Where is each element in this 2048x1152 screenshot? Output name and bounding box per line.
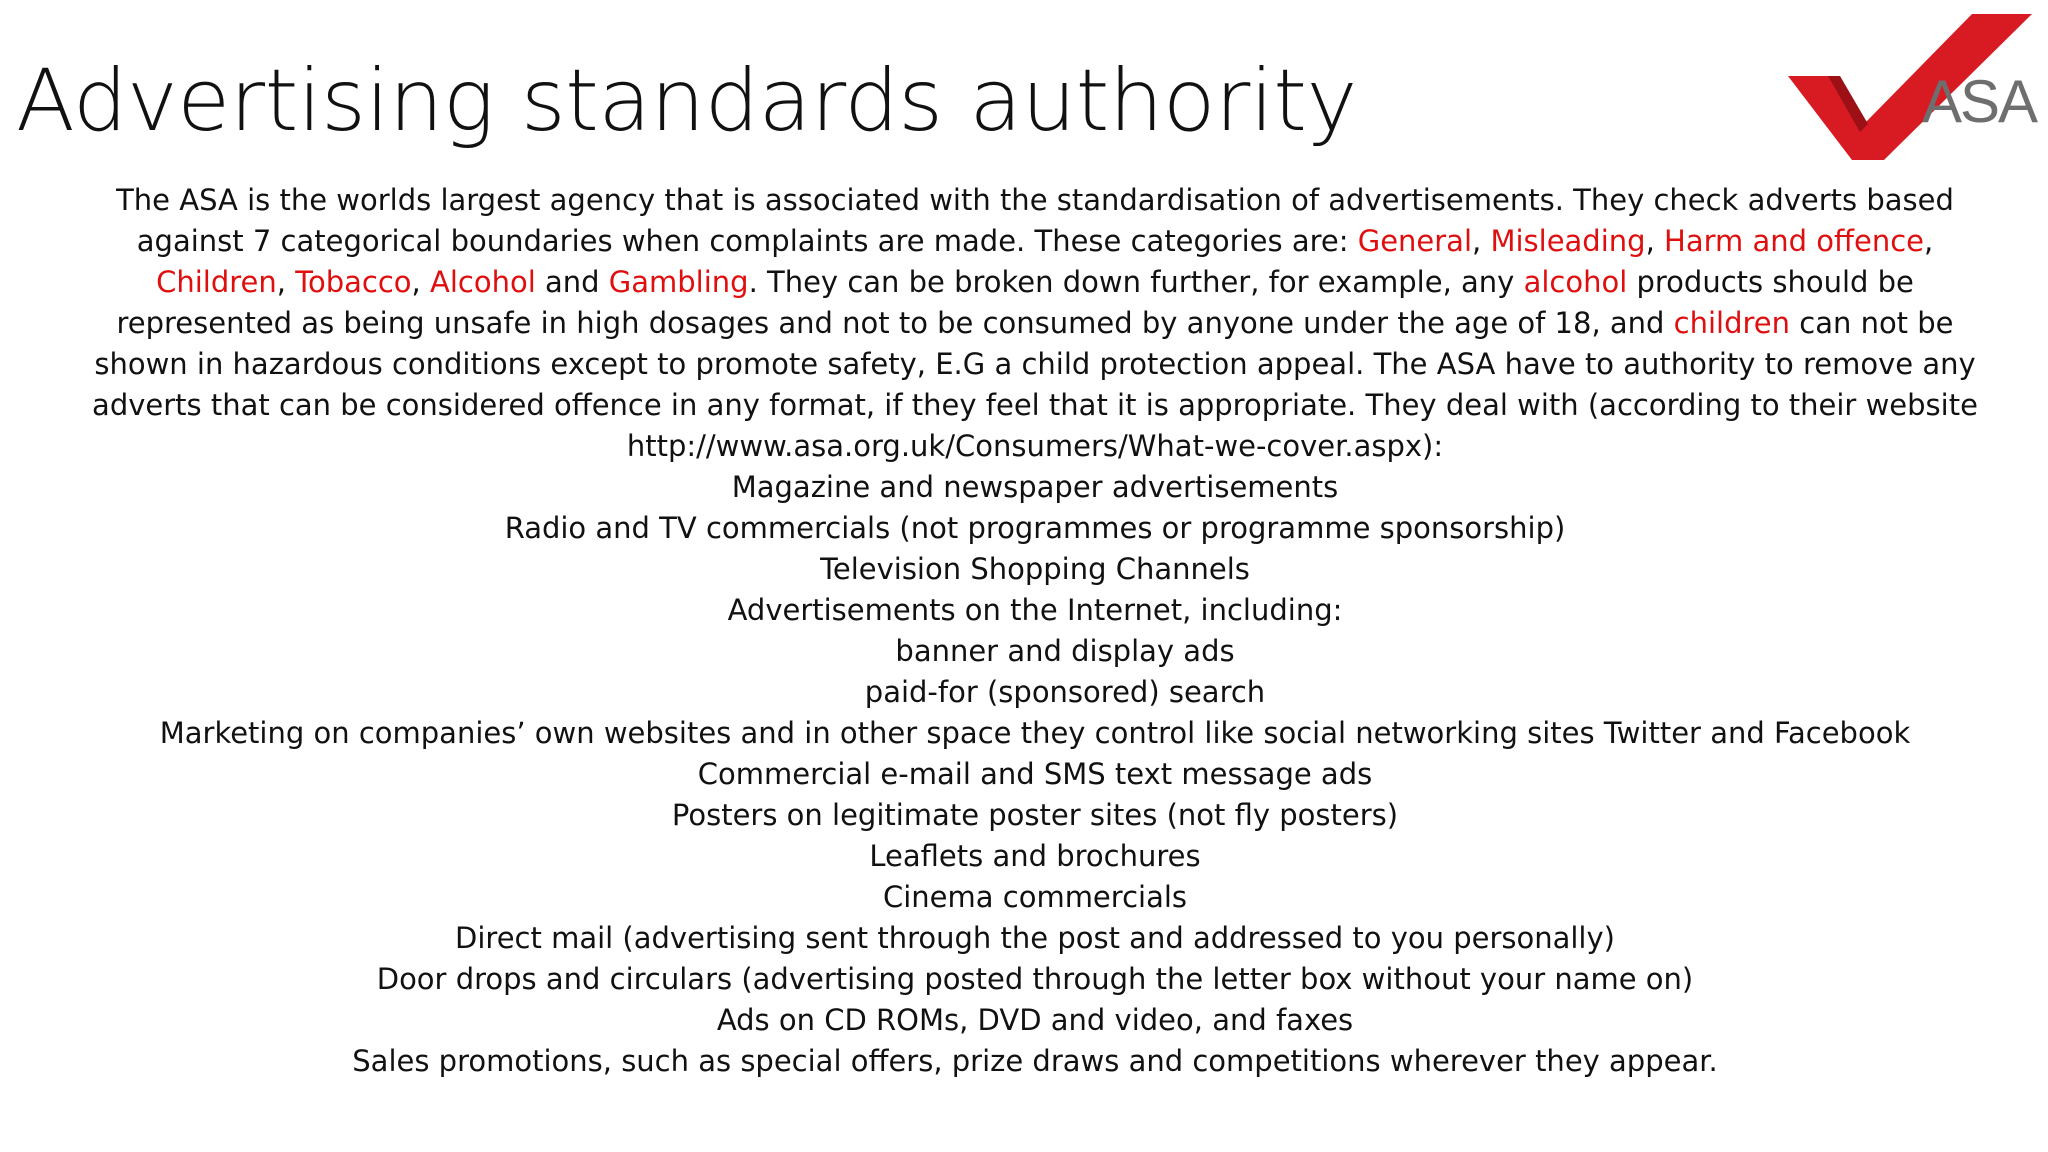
separator: , (1923, 224, 1934, 258)
intro-text: The ASA is the worlds largest agency that is associated with the standardisation of advertisements. They check adverts based against 7 categorical boundaries when complaints are made. These categories are: (116, 183, 1954, 258)
list-subitem: paid-for (sponsored) search (864, 675, 1266, 709)
separator: , (411, 265, 430, 299)
category-harm-and-offence: Harm and offence (1664, 224, 1924, 258)
category-misleading: Misleading (1490, 224, 1646, 258)
list-item: Cinema commercials (882, 880, 1188, 914)
list-item: Ads on CD ROMs, DVD and video, and faxes (716, 1003, 1354, 1037)
list-item: Magazine and newspaper advertisements (731, 470, 1339, 504)
intro-paragraph (90, 180, 1980, 467)
category-children: Children (156, 265, 277, 299)
list-item: Marketing on companies’ own websites and in other space they control like social networking sites Twitter and Facebook (159, 716, 1911, 750)
list-item: Commercial e-mail and SMS text message ads (697, 757, 1373, 791)
category-general: General (1357, 224, 1473, 258)
highlight-children: children (1673, 306, 1791, 340)
coverage-list (90, 467, 1980, 1082)
list-item: Radio and TV commercials (not programmes or programme sponsorship) (504, 511, 1566, 545)
intro-text: can not be shown in hazardous conditions except to promote safety, E.G a child protection appeal. The ASA have to authority to remove any adverts that can be considered offence in any format, if they feel that it is appropriate. They deal with (according to their website http://www.asa.org.uk/Consumers/What-we-cover.aspx): (92, 306, 1978, 463)
highlight-alcohol: alcohol (1523, 265, 1628, 299)
list-item: Direct mail (advertising sent through the post and addressed to you personally) (455, 921, 1615, 955)
list-subitem: banner and display ads (895, 634, 1235, 668)
list-item: Sales promotions, such as special offers, prize draws and competitions wherever they appear. (352, 1044, 1718, 1078)
asa-logo-text: ASA (1921, 68, 2036, 135)
list-item: Door drops and circulars (advertising posted through the letter box without your name on) (376, 962, 1694, 996)
list-item: Posters on legitimate poster sites (not fly posters) (671, 798, 1399, 832)
slide-title: Advertising standards authority (16, 51, 1357, 151)
category-gambling: Gambling (608, 265, 749, 299)
category-tobacco: Tobacco (295, 265, 412, 299)
list-item: Television Shopping Channels (820, 552, 1250, 586)
separator: , (1645, 224, 1665, 258)
list-item: Advertisements on the Internet, including: (727, 593, 1343, 627)
asa-logo (1788, 14, 2042, 160)
intro-text: products should be represented as being unsafe in high dosages and not to be consumed by anyone under the age of 18, and (116, 265, 1914, 340)
slide-body (90, 180, 1980, 1082)
category-alcohol: Alcohol (429, 265, 536, 299)
conjunction: and (535, 265, 609, 299)
list-item: Leaflets and brochures (869, 839, 1201, 873)
separator: , (1472, 224, 1491, 258)
intro-text: . They can be broken down further, for example, any (748, 265, 1524, 299)
separator: , (276, 265, 296, 299)
